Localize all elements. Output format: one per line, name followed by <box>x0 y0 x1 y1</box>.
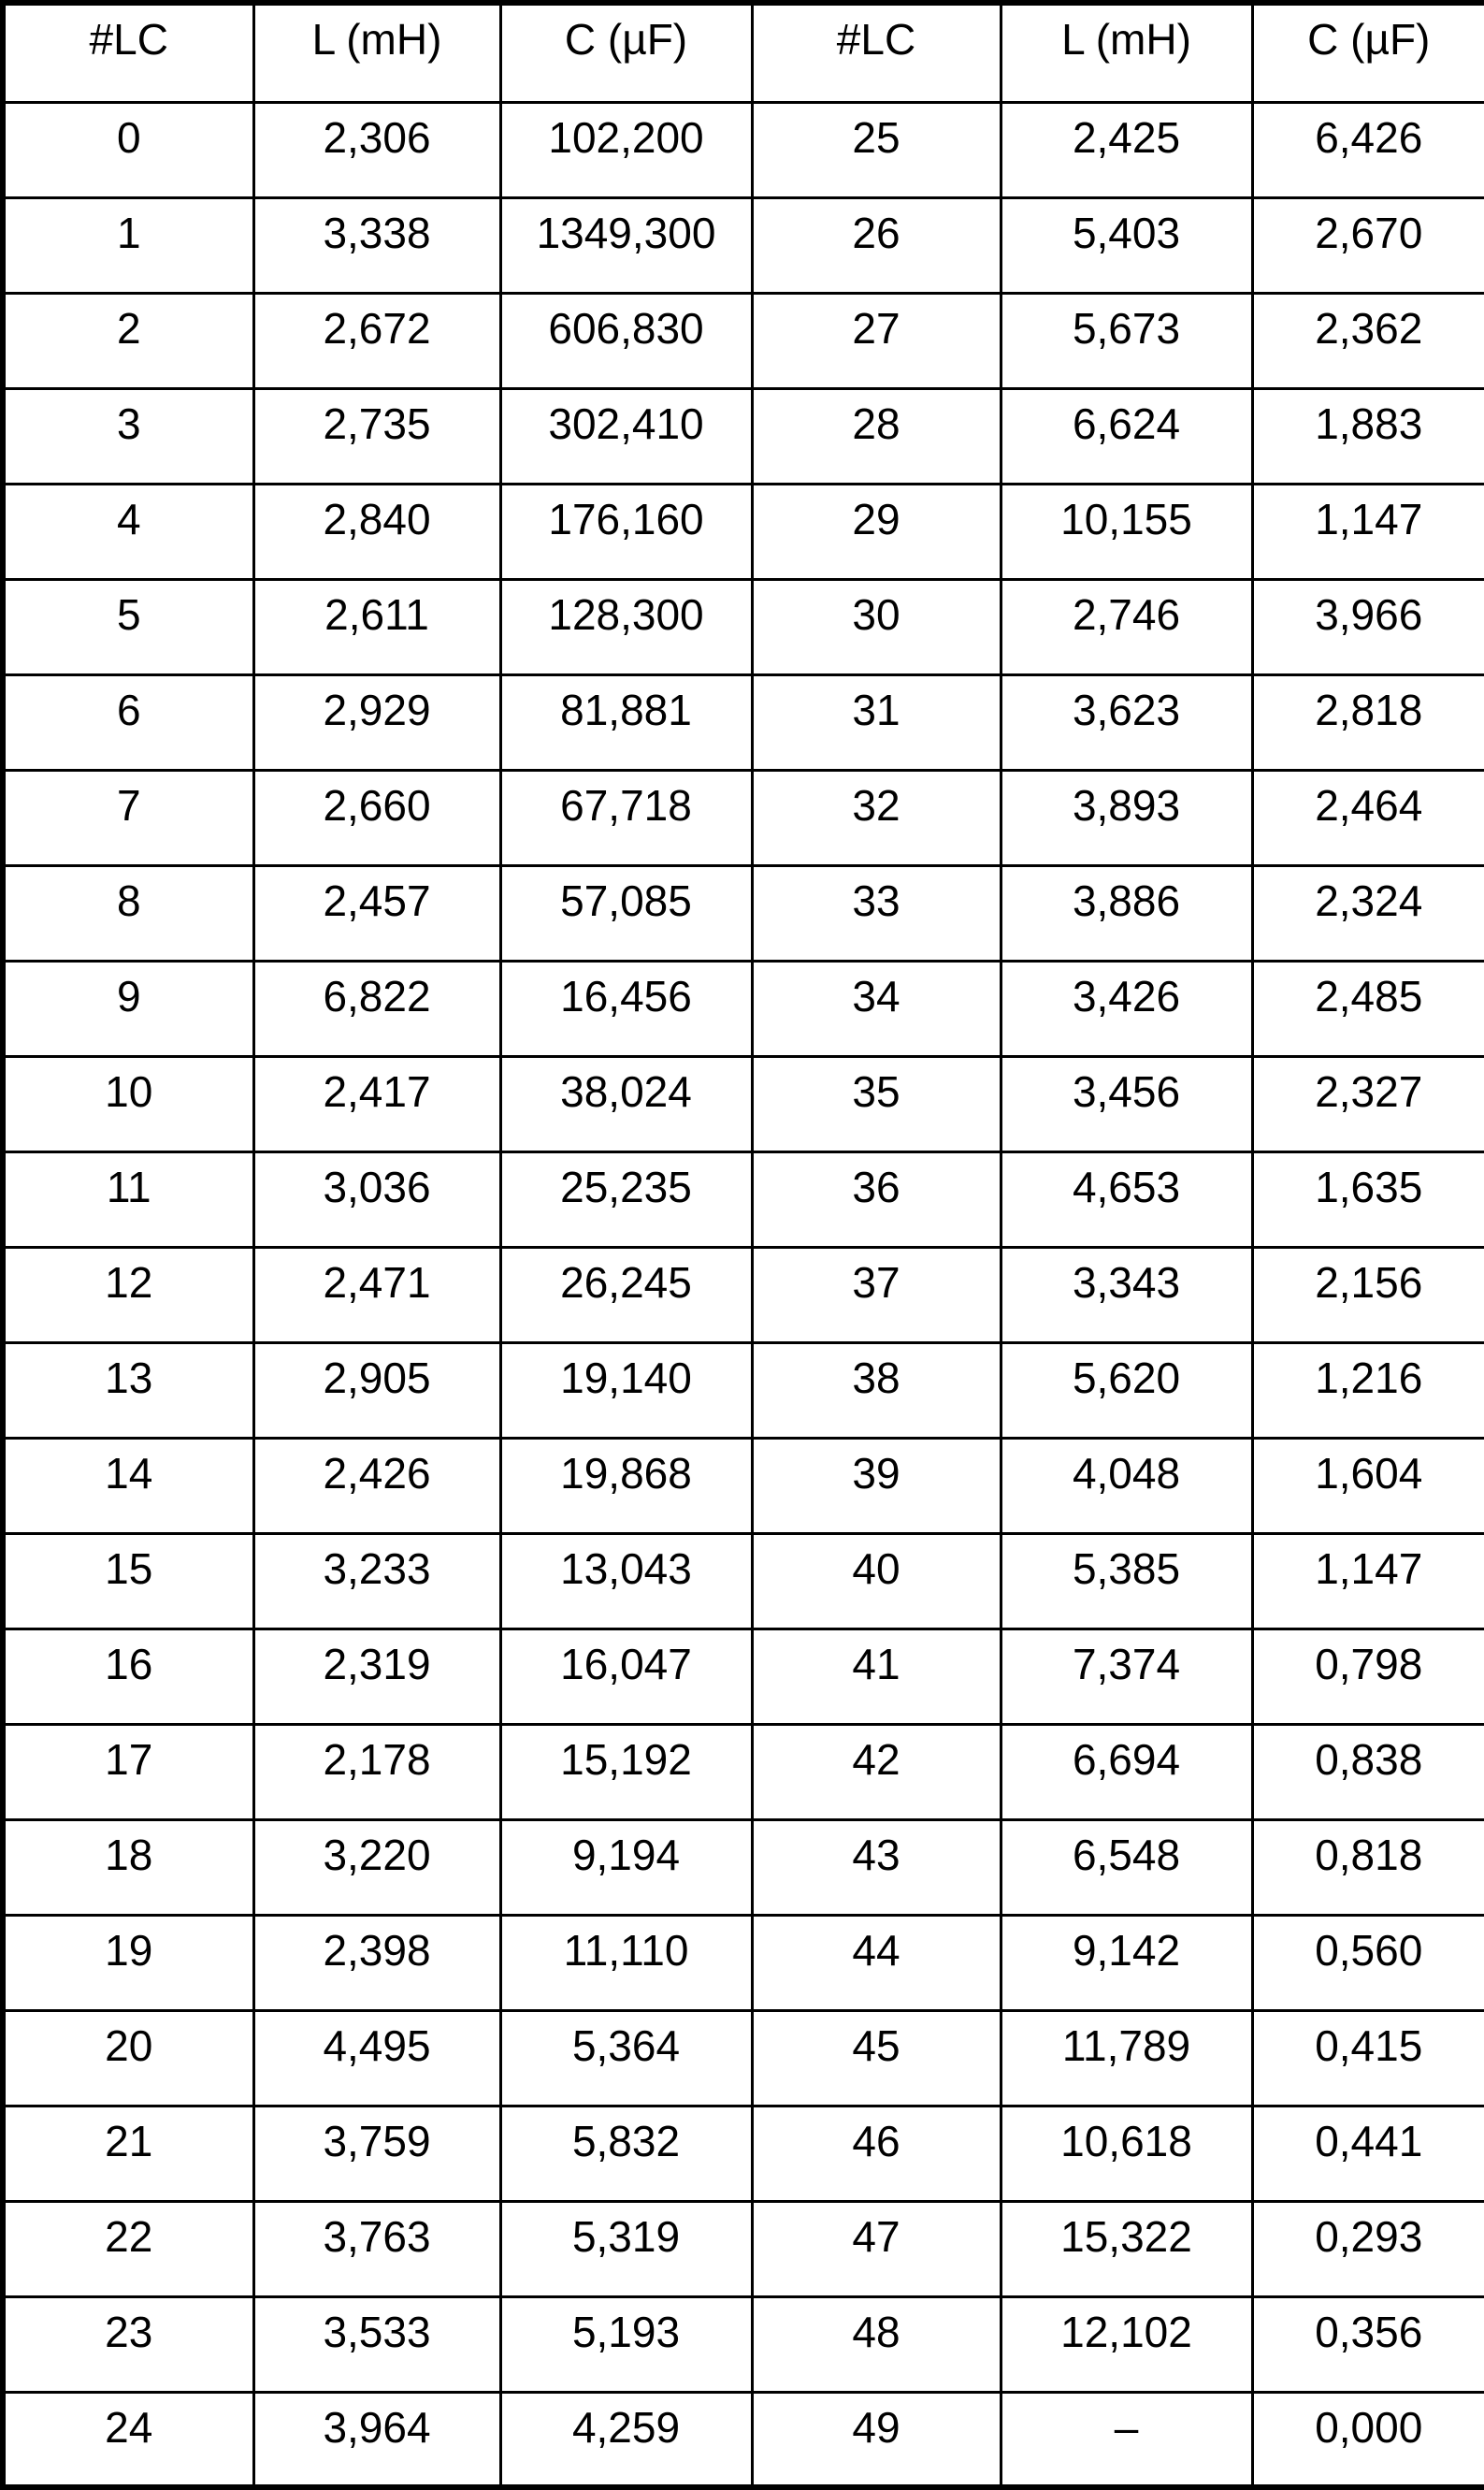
table-cell: 10,618 <box>1001 2106 1252 2201</box>
table-cell: 19,868 <box>500 1438 752 1533</box>
table-row <box>3 1247 1484 1342</box>
table-row <box>3 2201 1484 2296</box>
table-cell: 16 <box>3 1629 253 1724</box>
table-cell: 11 <box>3 1151 253 1247</box>
table-cell: 9,194 <box>500 1819 752 1915</box>
table-cell: 302,410 <box>500 388 752 484</box>
table-row <box>3 293 1484 388</box>
header-c-right: C (µF) <box>1252 3 1484 102</box>
table-cell: 7 <box>3 770 253 865</box>
table-cell: 29 <box>752 484 1001 579</box>
table-cell: 41 <box>752 1629 1001 1724</box>
table-cell: 17 <box>3 1724 253 1819</box>
table-cell: 48 <box>752 2296 1001 2392</box>
table-cell: 3,893 <box>1001 770 1252 865</box>
table-cell: 13 <box>3 1342 253 1438</box>
table-cell: 8 <box>3 865 253 961</box>
table-cell: 19,140 <box>500 1342 752 1438</box>
table-row <box>3 579 1484 674</box>
table-cell: 32 <box>752 770 1001 865</box>
table-cell: 1,147 <box>1252 1533 1484 1629</box>
table-cell: 2,319 <box>253 1629 500 1724</box>
table-cell: 10 <box>3 1056 253 1151</box>
table-cell: 6,822 <box>253 961 500 1056</box>
table-cell: 6,624 <box>1001 388 1252 484</box>
table-cell: 13,043 <box>500 1533 752 1629</box>
table-cell: 2,818 <box>1252 674 1484 770</box>
table-cell: 6,694 <box>1001 1724 1252 1819</box>
table-row <box>3 197 1484 293</box>
table-cell: 128,300 <box>500 579 752 674</box>
table-cell: 2,327 <box>1252 1056 1484 1151</box>
table-cell: 6,548 <box>1001 1819 1252 1915</box>
table-cell: 5,364 <box>500 2010 752 2106</box>
table-cell: 3,233 <box>253 1533 500 1629</box>
table-cell: 0,293 <box>1252 2201 1484 2296</box>
table-cell: 2,324 <box>1252 865 1484 961</box>
header-row <box>3 3 1484 102</box>
table-cell: 2,362 <box>1252 293 1484 388</box>
table-cell: 46 <box>752 2106 1001 2201</box>
header-l-right: L (mH) <box>1001 3 1252 102</box>
table-cell: 47 <box>752 2201 1001 2296</box>
table-cell: 4,495 <box>253 2010 500 2106</box>
table-cell: 0 <box>3 102 253 197</box>
table-cell: 24 <box>3 2392 253 2487</box>
table-cell: 57,085 <box>500 865 752 961</box>
table-cell: 30 <box>752 579 1001 674</box>
table-cell: 2,746 <box>1001 579 1252 674</box>
table-row <box>3 1724 1484 1819</box>
table-cell: – <box>1001 2392 1252 2487</box>
table-cell: 2,457 <box>253 865 500 961</box>
table-cell: 34 <box>752 961 1001 1056</box>
table-cell: 37 <box>752 1247 1001 1342</box>
table-cell: 5,673 <box>1001 293 1252 388</box>
table-cell: 176,160 <box>500 484 752 579</box>
table-cell: 3 <box>3 388 253 484</box>
table-cell: 2,485 <box>1252 961 1484 1056</box>
table-cell: 11,110 <box>500 1915 752 2010</box>
table-cell: 2,929 <box>253 674 500 770</box>
table-cell: 25,235 <box>500 1151 752 1247</box>
table-cell: 2,840 <box>253 484 500 579</box>
table-cell: 67,718 <box>500 770 752 865</box>
table-cell: 2,672 <box>253 293 500 388</box>
table-cell: 21 <box>3 2106 253 2201</box>
table-cell: 3,036 <box>253 1151 500 1247</box>
table-row <box>3 1151 1484 1247</box>
table-row <box>3 102 1484 197</box>
table-cell: 4,653 <box>1001 1151 1252 1247</box>
table-cell: 44 <box>752 1915 1001 2010</box>
table-cell: 0,441 <box>1252 2106 1484 2201</box>
table-row <box>3 1342 1484 1438</box>
table-cell: 42 <box>752 1724 1001 1819</box>
table-cell: 27 <box>752 293 1001 388</box>
table-cell: 18 <box>3 1819 253 1915</box>
table-cell: 36 <box>752 1151 1001 1247</box>
table-cell: 4 <box>3 484 253 579</box>
table-cell: 3,759 <box>253 2106 500 2201</box>
table-row <box>3 770 1484 865</box>
table-cell: 22 <box>3 2201 253 2296</box>
table-cell: 5,319 <box>500 2201 752 2296</box>
table-cell: 15 <box>3 1533 253 1629</box>
header-l-left: L (mH) <box>253 3 500 102</box>
header-lc-right: #LC <box>752 3 1001 102</box>
table-cell: 49 <box>752 2392 1001 2487</box>
table-cell: 10,155 <box>1001 484 1252 579</box>
table-cell: 7,374 <box>1001 1629 1252 1724</box>
table-cell: 1 <box>3 197 253 293</box>
table-cell: 0,838 <box>1252 1724 1484 1819</box>
table-row <box>3 1533 1484 1629</box>
table-cell: 2,178 <box>253 1724 500 1819</box>
table-cell: 26 <box>752 197 1001 293</box>
table-row <box>3 865 1484 961</box>
table-cell: 3,426 <box>1001 961 1252 1056</box>
table-cell: 25 <box>752 102 1001 197</box>
table-cell: 12,102 <box>1001 2296 1252 2392</box>
table-cell: 6 <box>3 674 253 770</box>
table-cell: 39 <box>752 1438 1001 1533</box>
table-cell: 4,048 <box>1001 1438 1252 1533</box>
table-row <box>3 2010 1484 2106</box>
table-row <box>3 388 1484 484</box>
table-cell: 1,604 <box>1252 1438 1484 1533</box>
table-row <box>3 1629 1484 1724</box>
table-cell: 0,356 <box>1252 2296 1484 2392</box>
table-cell: 2,471 <box>253 1247 500 1342</box>
table-cell: 0,415 <box>1252 2010 1484 2106</box>
table-cell: 81,881 <box>500 674 752 770</box>
table-row <box>3 674 1484 770</box>
table-cell: 9,142 <box>1001 1915 1252 2010</box>
table-cell: 1,147 <box>1252 484 1484 579</box>
table-row <box>3 1438 1484 1533</box>
table-row <box>3 2296 1484 2392</box>
table-cell: 43 <box>752 1819 1001 1915</box>
table-cell: 3,456 <box>1001 1056 1252 1151</box>
table-cell: 3,220 <box>253 1819 500 1915</box>
table-cell: 5,832 <box>500 2106 752 2201</box>
table-cell: 16,456 <box>500 961 752 1056</box>
table-cell: 3,533 <box>253 2296 500 2392</box>
table-cell: 45 <box>752 2010 1001 2106</box>
table-cell: 28 <box>752 388 1001 484</box>
table-cell: 3,623 <box>1001 674 1252 770</box>
table-cell: 12 <box>3 1247 253 1342</box>
table-cell: 5,403 <box>1001 197 1252 293</box>
table-cell: 1,883 <box>1252 388 1484 484</box>
table-row <box>3 961 1484 1056</box>
table-cell: 20 <box>3 2010 253 2106</box>
table-cell: 2,425 <box>1001 102 1252 197</box>
table-cell: 5,620 <box>1001 1342 1252 1438</box>
table-row <box>3 1915 1484 2010</box>
table-cell: 15,322 <box>1001 2201 1252 2296</box>
table-cell: 2 <box>3 293 253 388</box>
table-cell: 1349,300 <box>500 197 752 293</box>
table-cell: 19 <box>3 1915 253 2010</box>
table-cell: 4,259 <box>500 2392 752 2487</box>
table-cell: 5,385 <box>1001 1533 1252 1629</box>
table-cell: 0,000 <box>1252 2392 1484 2487</box>
table-row <box>3 1056 1484 1151</box>
table-cell: 31 <box>752 674 1001 770</box>
table-row <box>3 2106 1484 2201</box>
table-cell: 1,635 <box>1252 1151 1484 1247</box>
table-cell: 5,193 <box>500 2296 752 2392</box>
table-cell: 3,338 <box>253 197 500 293</box>
table-cell: 38 <box>752 1342 1001 1438</box>
header-c-left: C (µF) <box>500 3 752 102</box>
table-cell: 2,306 <box>253 102 500 197</box>
table-cell: 3,763 <box>253 2201 500 2296</box>
table-cell: 2,398 <box>253 1915 500 2010</box>
table-cell: 9 <box>3 961 253 1056</box>
table-cell: 2,660 <box>253 770 500 865</box>
table-cell: 33 <box>752 865 1001 961</box>
table-cell: 2,735 <box>253 388 500 484</box>
table-row <box>3 484 1484 579</box>
header-lc-left: #LC <box>3 3 253 102</box>
table-cell: 0,798 <box>1252 1629 1484 1724</box>
table-cell: 2,156 <box>1252 1247 1484 1342</box>
table-row <box>3 2392 1484 2487</box>
table-cell: 606,830 <box>500 293 752 388</box>
table-cell: 2,905 <box>253 1342 500 1438</box>
table-cell: 14 <box>3 1438 253 1533</box>
table-row <box>3 1819 1484 1915</box>
table-cell: 2,426 <box>253 1438 500 1533</box>
table-cell: 16,047 <box>500 1629 752 1724</box>
table-cell: 3,966 <box>1252 579 1484 674</box>
table-cell: 35 <box>752 1056 1001 1151</box>
table-cell: 38,024 <box>500 1056 752 1151</box>
table-cell: 2,611 <box>253 579 500 674</box>
table-cell: 2,417 <box>253 1056 500 1151</box>
table-cell: 5 <box>3 579 253 674</box>
table-cell: 0,818 <box>1252 1819 1484 1915</box>
table-cell: 26,245 <box>500 1247 752 1342</box>
table-cell: 2,670 <box>1252 197 1484 293</box>
table-cell: 102,200 <box>500 102 752 197</box>
table-cell: 6,426 <box>1252 102 1484 197</box>
table-cell: 11,789 <box>1001 2010 1252 2106</box>
table-cell: 23 <box>3 2296 253 2392</box>
table-cell: 3,343 <box>1001 1247 1252 1342</box>
table-body <box>3 102 1484 2487</box>
table-cell: 15,192 <box>500 1724 752 1819</box>
table-cell: 0,560 <box>1252 1915 1484 2010</box>
table-cell: 40 <box>752 1533 1001 1629</box>
table-cell: 3,886 <box>1001 865 1252 961</box>
table-cell: 1,216 <box>1252 1342 1484 1438</box>
table-cell: 2,464 <box>1252 770 1484 865</box>
table-cell: 3,964 <box>253 2392 500 2487</box>
